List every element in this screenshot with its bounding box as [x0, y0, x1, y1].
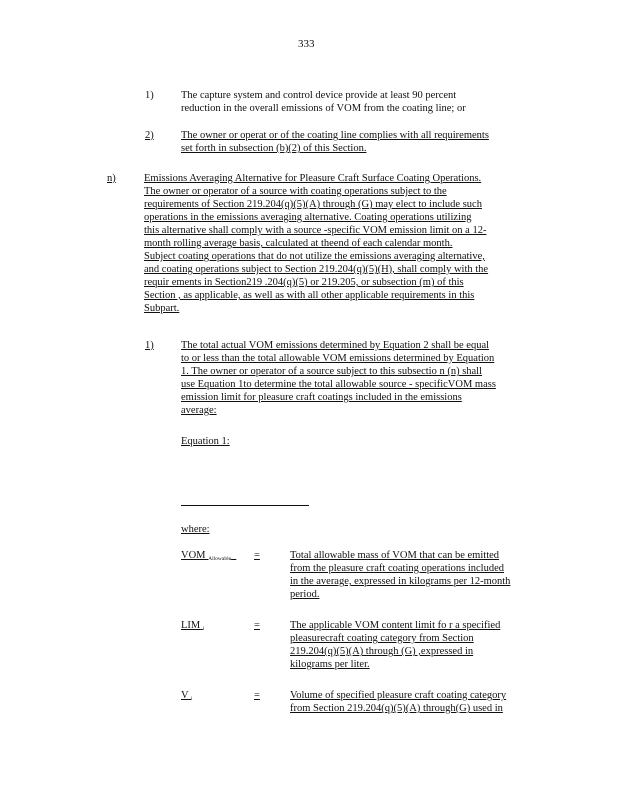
- section-n-line: Subject coating operations that do not utilize the emissions averaging alternative,: [144, 251, 485, 262]
- definition-line: pleasurecraft coating category from Section: [290, 633, 474, 644]
- section-n-line: and coating operations subject to Section 219.204(q)(5)(H), shall comply with the: [144, 264, 489, 275]
- section-n-line: requirements of Section 219.204(q)(5)(A) through (G) may elect to include such: [144, 199, 482, 210]
- subitem-1-line: to or less than the total allowable VOM emissions determined by Equation: [181, 353, 495, 364]
- definition-equals: =: [254, 620, 260, 631]
- definition-line: from the pleasure craft coating operations included: [290, 563, 504, 574]
- definition-term: V $_i$: [181, 690, 193, 702]
- item-2-label: 2): [145, 130, 154, 141]
- section-n-line: Subpart.: [144, 303, 180, 314]
- section-n-line: The owner or operator of a source with coating operations subject to the: [144, 186, 447, 197]
- item-1-text-line: The capture system and control device provide at least 90 percent: [181, 90, 457, 101]
- subitem-1-label: 1): [145, 340, 154, 351]
- section-n-line: Section , as applicable, as well as with all other applicable requirements in this: [144, 290, 475, 301]
- section-n-line: operations in the emissions averaging alternative. Coating operations utilizing: [144, 212, 472, 223]
- section-n-line: Emissions Averaging Alternative for Pleasure Craft Surface Coating Operations.: [144, 173, 482, 184]
- equation-1-label: Equation 1:: [181, 436, 230, 447]
- where-label: where:: [181, 524, 210, 535]
- subitem-1-line: The total actual VOM emissions determined by Equation 2 shall be equal: [181, 340, 490, 351]
- definition-term: LIM $_i$: [181, 620, 205, 632]
- definition-line: The applicable VOM content limit fo r a specified: [290, 620, 501, 631]
- equation-rule: [181, 505, 309, 506]
- definition-equals: =: [254, 690, 260, 701]
- section-n-label: n): [107, 173, 116, 184]
- definition-line: kilograms per liter.: [290, 659, 370, 670]
- definition-equals: =: [254, 550, 260, 561]
- definition-line: Total allowable mass of VOM that can be emitted: [290, 550, 500, 561]
- item-1-text-line: reduction in the overall emissions of VOM from the coating line; or: [181, 103, 466, 114]
- definition-line: 219.204(q)(5)(A) through (G) ,expressed in: [290, 646, 474, 657]
- page-number: 333: [298, 38, 315, 50]
- item-2-text-line: set forth in subsection (b)(2) of this Section.: [181, 143, 367, 154]
- subitem-1-line: use Equation 1to determine the total allowable source - specificVOM mass: [181, 379, 496, 390]
- section-n-line: requir ements in Section219 .204(q)(5) or 219.205, or subsection (m) of this: [144, 277, 464, 288]
- subitem-1-line: 1. The owner or operator of a source subject to this subsectio n (n) shall: [181, 366, 483, 377]
- section-n-line: this alternative shall comply with a source -specific VOM emission limit on a 12-: [144, 225, 487, 236]
- definition-line: from Section 219.204(q)(5)(A) through(G) used in: [290, 703, 503, 714]
- definition-line: Volume of specified pleasure craft coating category: [290, 690, 507, 701]
- subitem-1-line: emission limit for pleasure craft coatings included in the emissions: [181, 392, 462, 403]
- item-1-label: 1): [145, 90, 154, 101]
- subitem-1-line: average:: [181, 405, 217, 416]
- section-n-line: month rolling average basis, calculated at theend of each calendar month.: [144, 238, 453, 249]
- definition-term: VOM $_{Allowable}$: [181, 550, 232, 562]
- definition-line: period.: [290, 589, 320, 600]
- definition-line: in the average, expressed in kilograms per 12-month: [290, 576, 511, 587]
- item-2-text-line: The owner or operat or of the coating line complies with all requirements: [181, 130, 489, 141]
